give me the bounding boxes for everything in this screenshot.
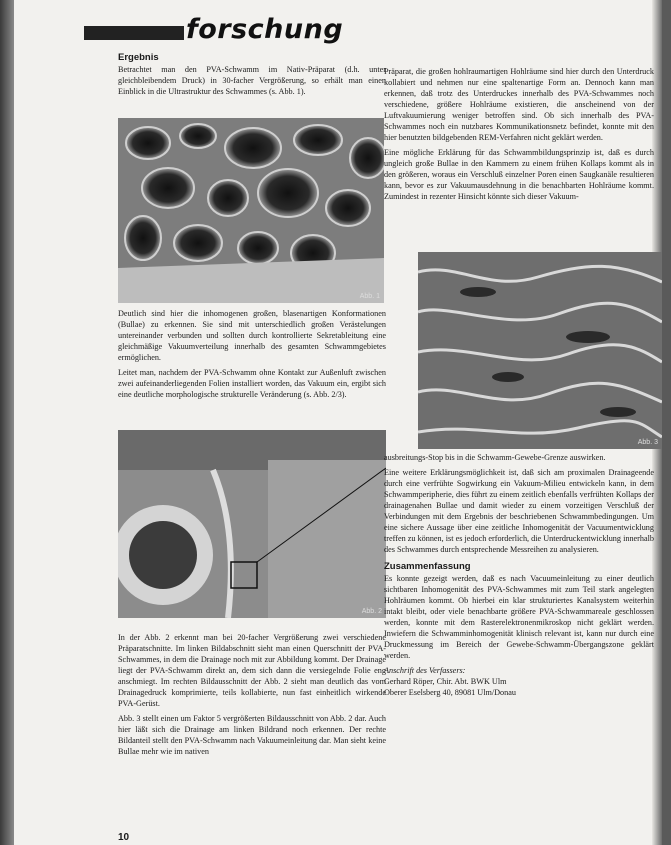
document-page — [14, 0, 662, 845]
paragraph: Abb. 3 stellt einen um Faktor 5 vergrößerten Bildausschnitt von Abb. 2 dar. Auch hier läßt sich die Drainage am linken Bildrand noch erkennen. Der rechte Bildanteil stellt den PVA-Schwamm nach Vakuumeinleitung dar. Man sieht keine Bullae mehr wie im nativen — [118, 714, 386, 756]
heading-ergebnis: Ergebnis — [118, 52, 159, 63]
sem-porous-structure — [118, 118, 384, 303]
figure-3-label: Abb. 3 — [637, 439, 658, 446]
left-column-bottom — [118, 632, 386, 761]
binding-spine — [0, 0, 14, 845]
sem-cross-section — [118, 430, 386, 618]
paragraph: Eine weitere Erklärungsmöglichkeit ist, daß sich am proximalen Drainageende durch eine verfrühte Sogwirkung ein Vakuum-Milieu entwickeln kann, in dem Schwammperipherie, dies führt zu einem zeitlich ebenfalls verfrühten Kollaps der drainagenahen Bullae und damit wieder zu einem vorzeitigen Verschluß der Verbindungen mit dem Ergebnis der beschriebenen Schwammbedingungen. Um eine sichere Aussage über eine zeitliche Inhomogenität der Vacuumentwicklung treffen zu können, ist es jedoch erforderlich, die Unterdruckentwicklung innerhalb des Schwammes durch entsprechende Messreihen zu analysieren. — [384, 468, 654, 554]
author-name: Gerhard Röper, Chir. Abt. BWK Ulm — [384, 677, 507, 686]
sem-collapsed-structure — [418, 252, 662, 449]
right-column-bottom — [384, 452, 654, 698]
paragraph: Es konnte gezeigt werden, daß es nach Vacuumeinleitung zu einer deutlich sichtbaren Inhomogenität des PVA-Schwammes mit zum Teil stark angelegten Hohlräumen kommt. Ob hierbei ein klar strukturiertes Kanalsystem weiterhin intakt bleibt, oder viele benachbarte größere PVA-Schwammareale geschlossen werden, konnte mit dem Rasterelektronenmikroskop nicht geklärt werden. Inwiefern die Schwamminhomogenität klinisch relevant ist, kann nur durch eine Druckmessung im Bereich der Gewebe-Schwamm-Übergangszone geklärt werden. — [384, 574, 654, 660]
author-address-label: Anschrift des Verfassers: — [384, 666, 466, 675]
author-address: Oberer Eselsberg 40, 89081 Ulm/Donau — [384, 688, 516, 697]
paragraph: Leitet man, nachdem der PVA-Schwamm ohne Kontakt zur Außenluft zwischen zwei aufeinanderliegenden Folien installiert worden, das Vakuum ein, ergibt sich eine deutliche morphologische strukturelle Veränderung (s. Abb. 2/3). — [118, 368, 386, 399]
left-column-middle — [118, 308, 386, 404]
paragraph: Präparat, die großen hohlraumartigen Hohlräume sind hier durch den Unterdruck kollabiert und nehmen nur eine spaltenartige Form an. Dennoch kann man erkennen, daß trotz des Unterdruckes innerhalb des PVA-Schwammes noch verschiedene, größere Hohlräume existieren, die anscheinend von der Luftvakuumierung weniger betroffen sind. Ob sich innerhalb des PVA-Schwammes noch ein nutzbares Kommunikationsnetz befindet, konnte mit den hier benutzten bildgebenden REM-Verfahren nicht geklärt werden. — [384, 67, 654, 142]
figure-1-label: Abb. 1 — [359, 293, 380, 300]
figure-1-sem-image — [118, 118, 384, 303]
paragraph: Betrachtet man den PVA-Schwamm im Nativ-Präparat (d.h. unter gleichbleibendem Druck) in 30-facher Vergrößerung, so erhält man einen Einblick in die Ultrastruktur des Schwammes (s. Abb. 1). — [118, 65, 386, 96]
left-column-top — [118, 52, 386, 101]
section-header — [14, 12, 662, 48]
paragraph: In der Abb. 2 erkennt man bei 20-facher Vergrößerung zwei verschiedene Präparatschnitte. Im linken Bildabschnitt sieht man einen Querschnitt der PVA-Schwammes, in dem die Drainage noch mit zur Abbildung kommt. Der Drainage liegt der PVA-Schwamm direkt an, dem sich dann die versiegelnde Folie eng anschmiegt. Im rechten Bildausschnitt der Abb. 2 sieht man deutlich das vom Drainagedruck komprimierte, teils kollabierte, nun fast einheitlich wirkende PVA-Gerüst. — [118, 633, 386, 708]
heading-zusammenfassung: Zusammenfassung — [384, 561, 471, 572]
figure-2-sem-image — [118, 430, 386, 618]
figure-2-label: Abb. 2 — [361, 608, 382, 615]
figure-3-sem-image — [418, 252, 662, 449]
section-title: forschung — [186, 14, 344, 45]
page-number: 10 — [118, 832, 130, 843]
header-bar — [84, 26, 184, 40]
paragraph: ausbreitungs-Stop bis in die Schwamm-Gewebe-Grenze auswirken. — [384, 453, 606, 462]
paragraph: Eine mögliche Erklärung für das Schwammbildungsprinzip ist, daß es durch ungleich große Bullae in den Kammern zu einem frühen Kollaps kommt als in den größeren, woraus ein Verschluß einzelner Poren einen Saugkanäle resultieren kann, bevor es zur Vakuumausdehnung in die benachbarten Hohlräume kommt. Zumindest in rezenter Hinsicht könnte sich dieser Vakuum- — [384, 148, 654, 201]
right-column-top — [384, 66, 654, 206]
paragraph: Deutlich sind hier die inhomogenen großen, blasenartigen Konformationen (Bullae) zu erkennen. Sie sind mit unterschiedlich großen Verästelungen untereinander verbunden und sollten durch kontrollierte Sekretableitung eine gleichmäßige Vakuumverteilung innerhalb des gesamten Schwammgebietes ermöglichen. — [118, 309, 386, 362]
